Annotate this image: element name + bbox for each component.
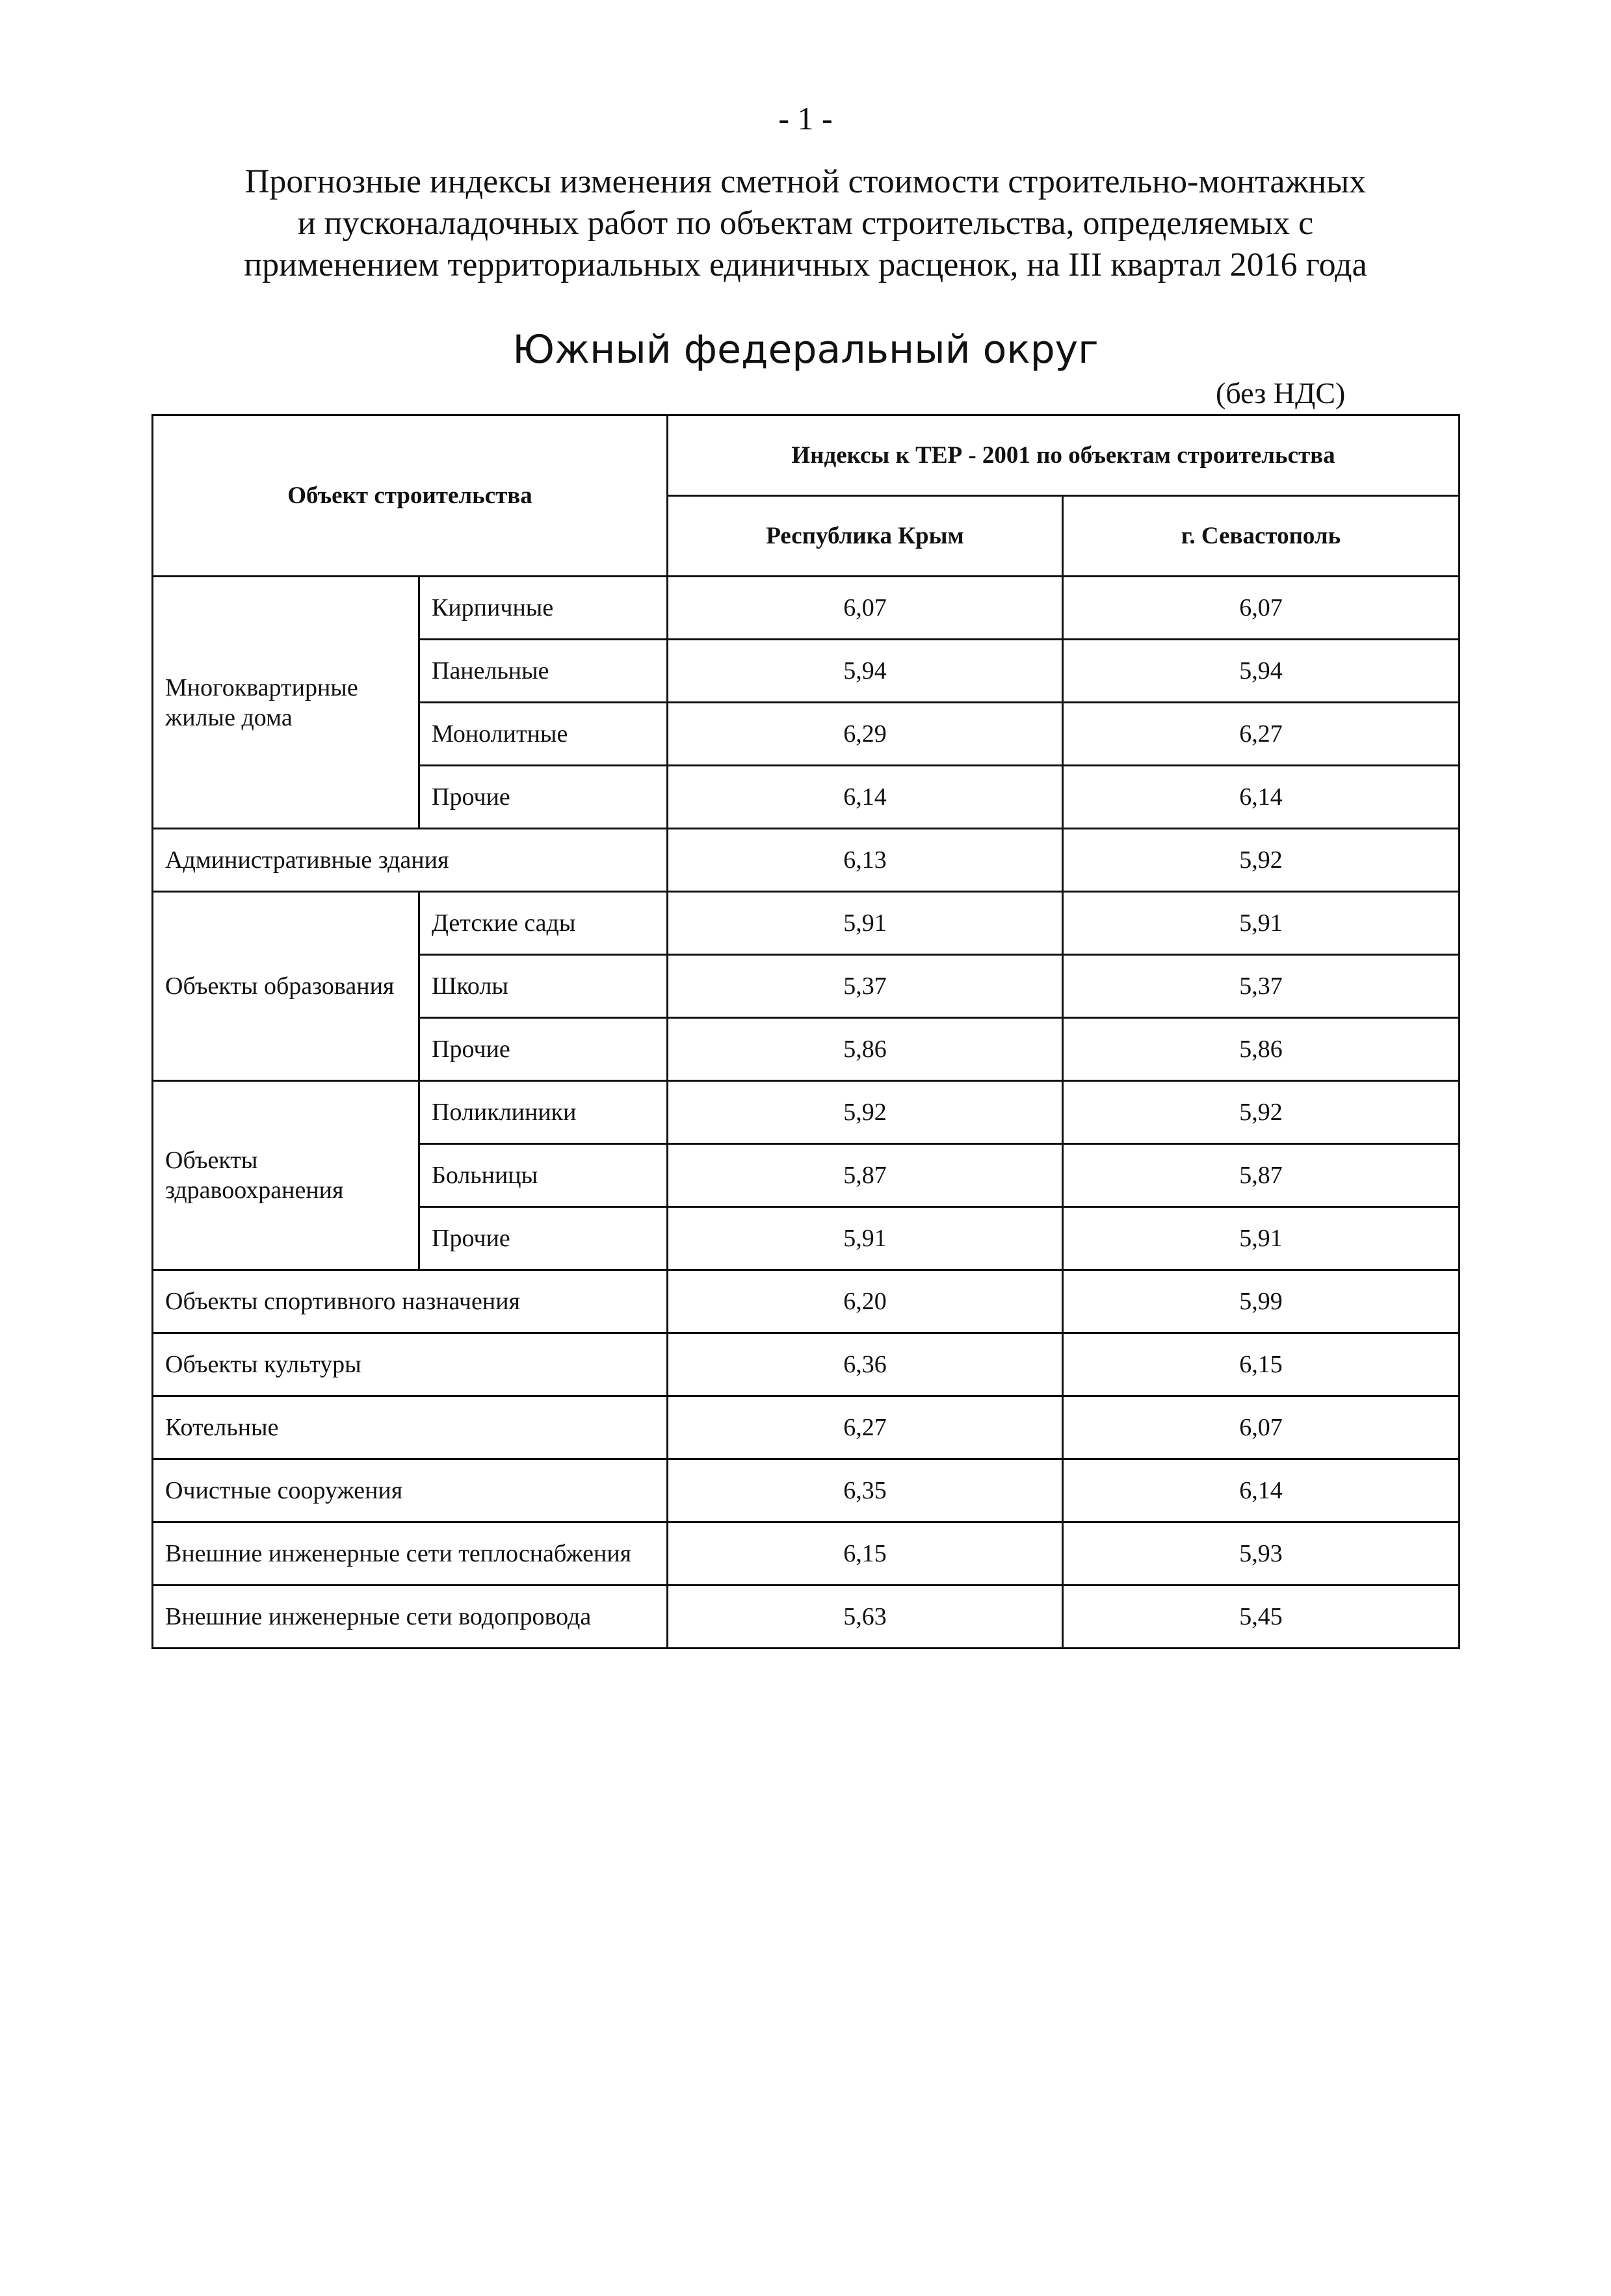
region-title: Южный федеральный округ [512, 327, 1099, 372]
group-label: Объекты здравоохранения [153, 1081, 419, 1270]
document-title-line: применением территориальных единичных расценок, на III квартал 2016 года [244, 246, 1367, 283]
crimea-index-cell: 6,13 [668, 829, 1063, 892]
crimea-index-cell: 5,87 [668, 1144, 1063, 1207]
table-row [153, 892, 1460, 955]
crimea-index-cell: 6,14 [668, 766, 1063, 829]
sevastopol-index-cell: 5,92 [1063, 829, 1460, 892]
category-label: Внешние инженерные сети теплоснабжения [153, 1522, 668, 1585]
category-label: Объекты культуры [153, 1333, 668, 1396]
subcategory-label: Прочие [419, 766, 668, 829]
crimea-index-cell: 5,86 [668, 1018, 1063, 1081]
table-row [153, 577, 1460, 640]
sevastopol-index-cell: 5,92 [1063, 1081, 1460, 1144]
indices-column-header: Индексы к ТЕР - 2001 по объектам строительства [668, 415, 1460, 496]
sevastopol-index-cell: 6,14 [1063, 1459, 1460, 1522]
subcategory-label: Больницы [419, 1144, 668, 1207]
subcategory-label: Поликлиники [419, 1081, 668, 1144]
category-label: Объекты спортивного назначения [153, 1270, 668, 1333]
crimea-index-cell: 6,27 [668, 1396, 1063, 1459]
document-title [130, 161, 1481, 286]
crimea-index-cell: 5,92 [668, 1081, 1063, 1144]
crimea-index-cell: 6,29 [668, 703, 1063, 766]
crimea-index-cell: 6,07 [668, 577, 1063, 640]
sevastopol-index-cell: 6,27 [1063, 703, 1460, 766]
crimea-column-header: Республика Крым [668, 496, 1063, 577]
table-row [153, 1396, 1460, 1459]
table-row [153, 1081, 1460, 1144]
table-row [153, 1270, 1460, 1333]
sevastopol-index-cell: 5,37 [1063, 955, 1460, 1018]
table-row [153, 1333, 1460, 1396]
document-title-line: и пусконаладочных работ по объектам строительства, определяемых с [297, 205, 1314, 242]
sevastopol-index-cell: 5,86 [1063, 1018, 1460, 1081]
sevastopol-index-cell: 6,07 [1063, 1396, 1460, 1459]
sevastopol-index-cell: 5,91 [1063, 892, 1460, 955]
group-label: Многоквартирные жилые дома [153, 577, 419, 829]
sevastopol-index-cell: 5,87 [1063, 1144, 1460, 1207]
group-label: Объекты образования [153, 892, 419, 1081]
subcategory-label: Школы [419, 955, 668, 1018]
table-row [153, 1522, 1460, 1585]
sevastopol-index-cell: 5,45 [1063, 1585, 1460, 1649]
crimea-index-cell: 5,94 [668, 640, 1063, 703]
subcategory-label: Кирпичные [419, 577, 668, 640]
subcategory-label: Монолитные [419, 703, 668, 766]
document-title-line: Прогнозные индексы изменения сметной стоимости строительно-монтажных [244, 163, 1367, 200]
subcategory-label: Прочие [419, 1207, 668, 1270]
table-body [153, 577, 1460, 1649]
sevastopol-index-cell: 5,93 [1063, 1522, 1460, 1585]
sevastopol-index-cell: 6,15 [1063, 1333, 1460, 1396]
table-row [153, 829, 1460, 892]
crimea-index-cell: 6,36 [668, 1333, 1063, 1396]
sevastopol-index-cell: 6,07 [1063, 577, 1460, 640]
subcategory-label: Детские сады [419, 892, 668, 955]
category-label: Внешние инженерные сети водопровода [153, 1585, 668, 1649]
sevastopol-index-cell: 6,14 [1063, 766, 1460, 829]
crimea-index-cell: 5,91 [668, 892, 1063, 955]
sevastopol-index-cell: 5,99 [1063, 1270, 1460, 1333]
vat-note: (без НДС) [1216, 376, 1346, 410]
subcategory-label: Прочие [419, 1018, 668, 1081]
subcategory-label: Панельные [419, 640, 668, 703]
sevastopol-column-header: г. Севастополь [1063, 496, 1460, 577]
indices-table [151, 414, 1460, 1649]
sevastopol-index-cell: 5,94 [1063, 640, 1460, 703]
category-label: Очистные сооружения [153, 1459, 668, 1522]
crimea-index-cell: 5,63 [668, 1585, 1063, 1649]
crimea-index-cell: 5,91 [668, 1207, 1063, 1270]
sevastopol-index-cell: 5,91 [1063, 1207, 1460, 1270]
crimea-index-cell: 6,35 [668, 1459, 1063, 1522]
page-number: - 1 - [778, 100, 833, 137]
category-label: Административные здания [153, 829, 668, 892]
table-row [153, 1459, 1460, 1522]
crimea-index-cell: 5,37 [668, 955, 1063, 1018]
category-label: Котельные [153, 1396, 668, 1459]
object-column-header: Объект строительства [153, 415, 668, 577]
table-row [153, 1585, 1460, 1649]
crimea-index-cell: 6,20 [668, 1270, 1063, 1333]
crimea-index-cell: 6,15 [668, 1522, 1063, 1585]
